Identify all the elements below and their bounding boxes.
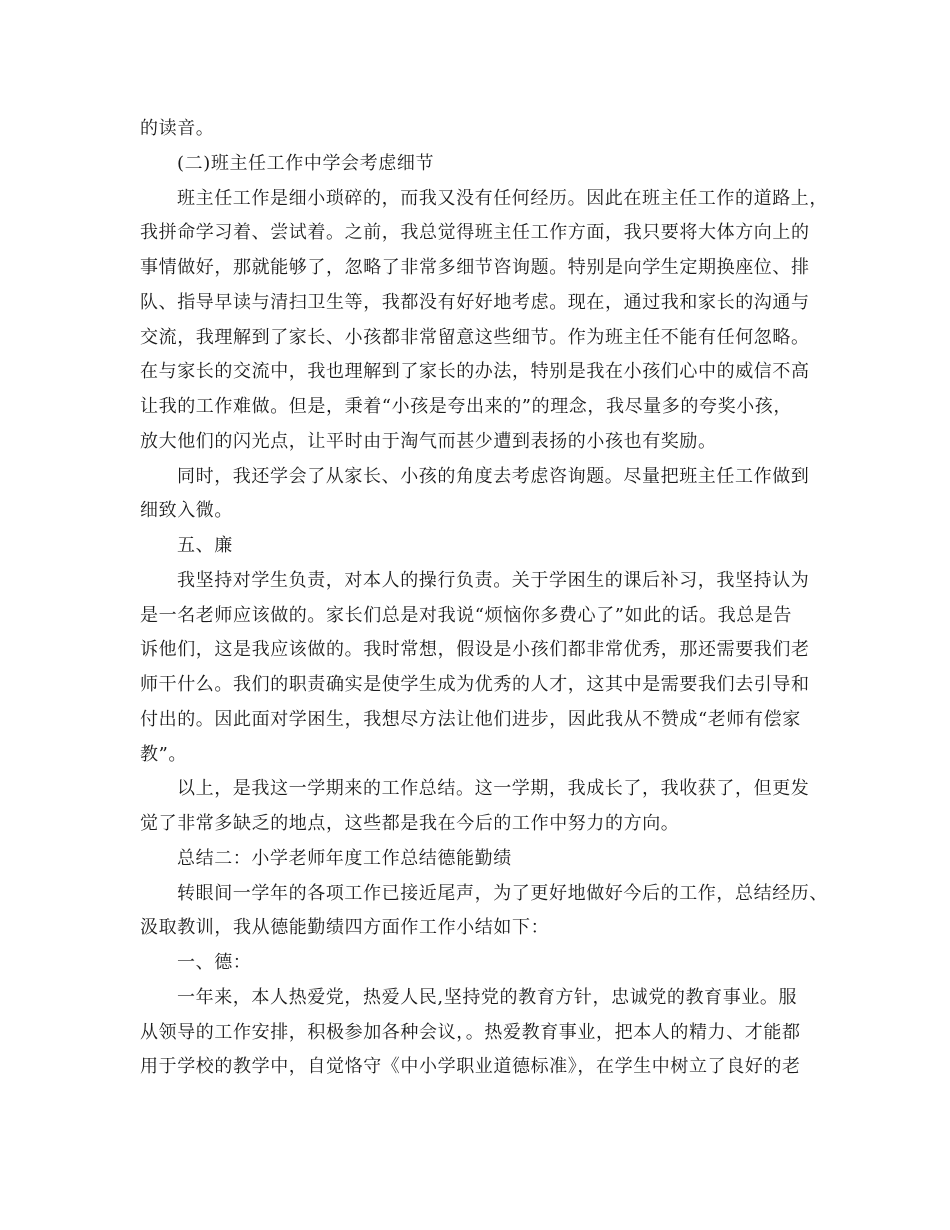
text-line: 一、德： — [177, 952, 252, 973]
text-line: 队、指导早读与清扫卫生等，我都没有好好地考虑。现在，通过我和家长的沟通与 — [140, 291, 810, 313]
text-line: 放大他们的闪光点，让平时由于淘气而甚少遭到表扬的小孩也有奖励。 — [140, 430, 717, 452]
text-line: 同时，我还学会了从家长、小孩的角度去考虑咨询题。尽量把班主任工作做到 — [177, 465, 810, 487]
text-line: 诉他们，这是我应该做的。我时常想，假设是小孩们都非常优秀，那还需要我们老 — [140, 639, 810, 661]
text-line: 总结二：小学老师年度工作总结德能勤绩 — [177, 847, 512, 869]
text-line: 师干什么。我们的职责确实是使学生成为优秀的人才，这其中是需要我们去引导和 — [140, 674, 810, 695]
text-line: 的读音。 — [140, 118, 215, 139]
text-line: 从领导的工作安排，积极参加各种会议，。热爱教育事业，把本人的精力、才能都 — [140, 1021, 801, 1043]
text-line: 在与家长的交流中，我也理解到了家长的办法，特别是我在小孩们心中的威信不高 — [140, 361, 810, 383]
text-line: 细致入微。 — [140, 500, 233, 522]
text-line: (二)班主任工作中学会考虑细节 — [177, 152, 435, 174]
text-line: 班主任工作是细小琐碎的，而我又没有任何经历。因此在班主任工作的道路上， — [177, 187, 828, 209]
text-line: 以上，是我这一学期来的工作总结。这一学期，我成长了，我收获了，但更发 — [177, 778, 810, 800]
text-line: 转眼间一学年的各项工作已接近尾声，为了更好地做好今后的工作，总结经历、 — [177, 882, 828, 904]
text-line: 交流，我理解到了家长、小孩都非常留意这些细节。作为班主任不能有任何忽略。 — [140, 326, 810, 348]
text-line: 付出的。因此面对学困生，我想尽方法让他们进步，因此我从不赞成“老师有偿家 — [140, 708, 801, 730]
text-line: 是一名老师应该做的。家长们总是对我说“烦恼你多费心了”如此的话。我总是告 — [140, 604, 793, 626]
text-line: 事情做好，那就能够了，忽略了非常多细节咨询题。特别是向学生定期换座位、排 — [140, 257, 810, 278]
text-line: 觉了非常多缺乏的地点，这些都是我在今后的工作中努力的方向。 — [140, 813, 680, 834]
text-line: 用于学校的教学中，自觉恪守《中小学职业道德标准》，在学生中树立了良好的老 — [140, 1056, 801, 1078]
text-line: 汲取教训，我从德能勤绩四方面作工作小结如下： — [140, 917, 550, 939]
text-line: 我坚持对学生负责，对本人的操行负责。关于学困生的课后补习，我坚持认为 — [177, 569, 810, 591]
text-line: 我拼命学习着、尝试着。之前，我总觉得班主任工作方面，我只要将大体方向上的 — [140, 222, 810, 244]
text-line: 一年来，本人热爱党，热爱人民,坚持党的教育方针，忠诚党的教育事业。服 — [177, 986, 798, 1008]
text-line: 教”。 — [140, 743, 188, 765]
document-body — [140, 112, 828, 1085]
text-line: 让我的工作难做。但是，秉着“小孩是夸出来的”的理念，我尽量多的夸奖小孩， — [140, 396, 793, 417]
text-line: 五、廉 — [177, 535, 233, 556]
